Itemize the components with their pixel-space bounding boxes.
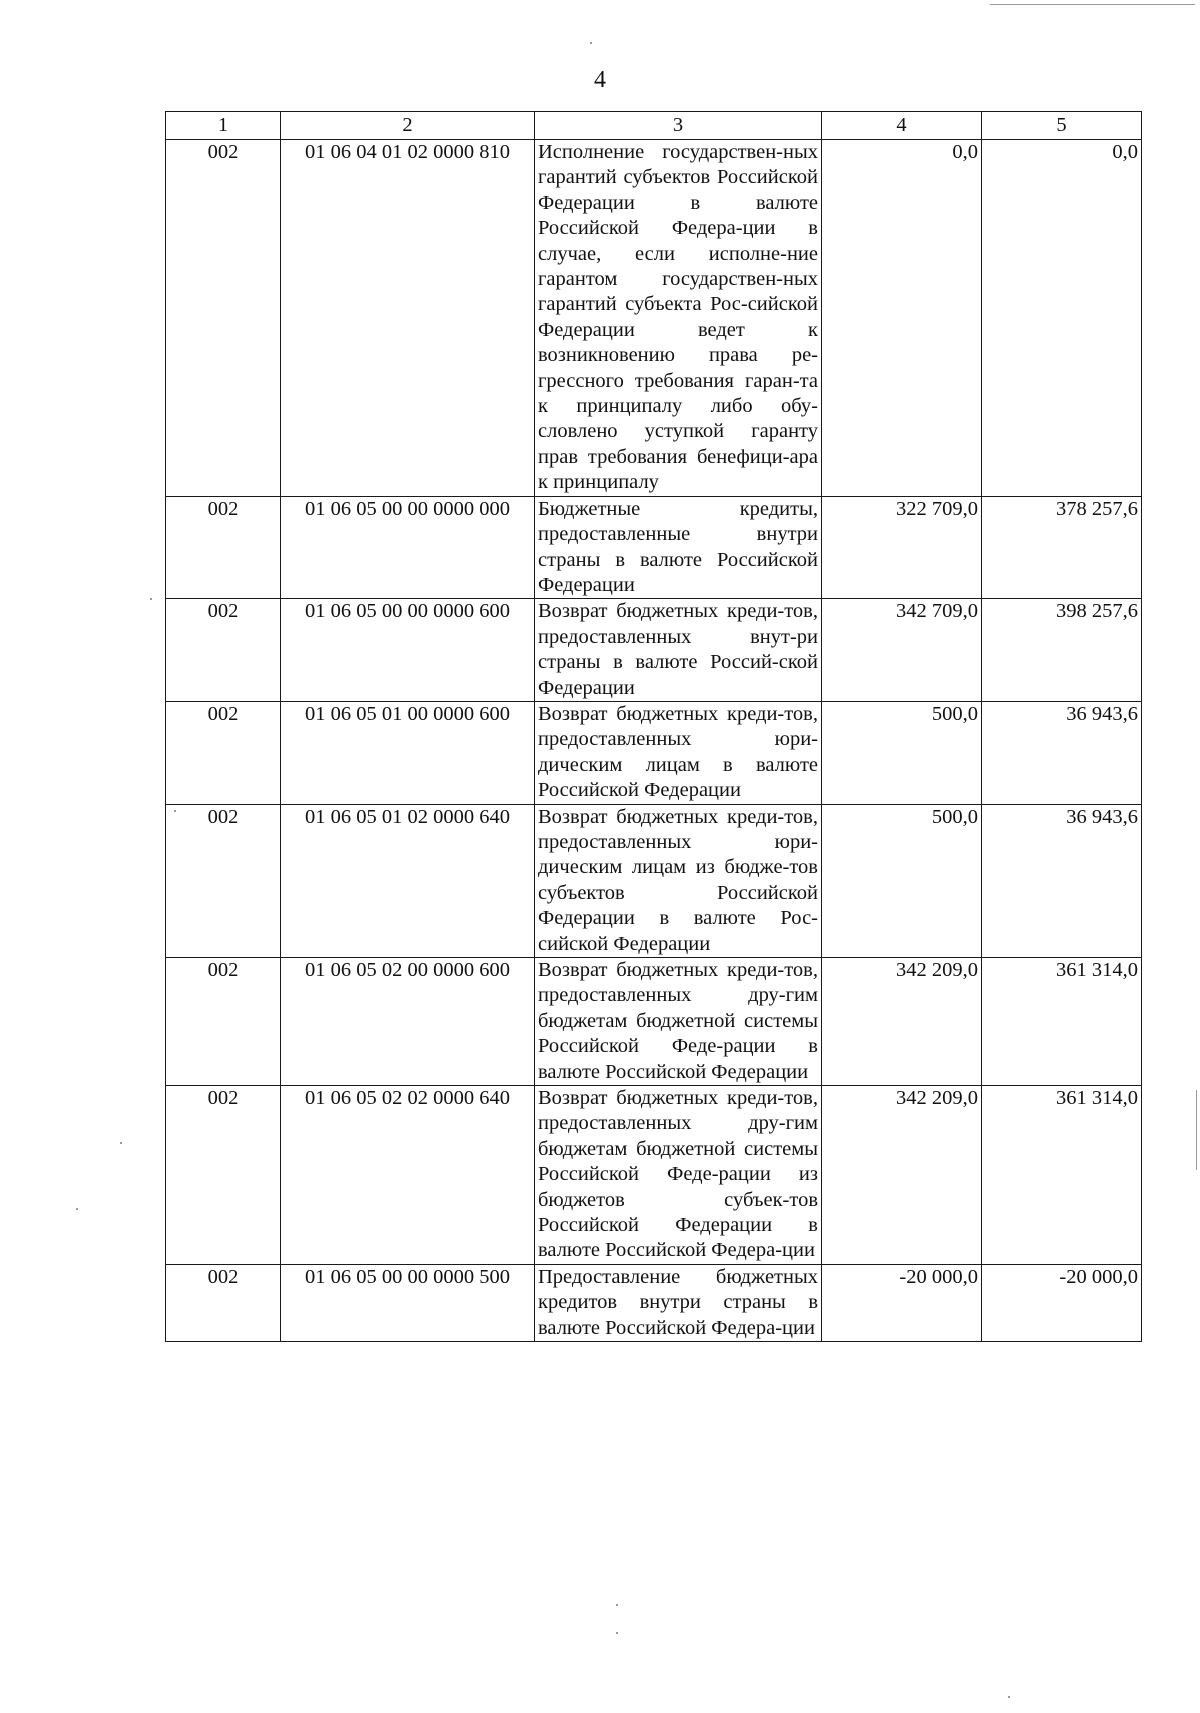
table-row xyxy=(166,1264,1142,1341)
scan-edge-line-right xyxy=(1196,1090,1197,1170)
budget-code-cell: 01 06 05 01 02 0000 640 xyxy=(281,804,535,957)
admin-code-cell: 002 xyxy=(166,1264,281,1341)
budget-code-cell: 01 06 05 01 00 0000 600 xyxy=(281,701,535,804)
amount-col5-cell: 0,0 xyxy=(982,140,1142,497)
description-cell: Возврат бюджетных креди-тов, предоставленных юри-дическим лицам из бюдже-тов субъектов Российской Федерации в валюте Рос-сийской Федерации xyxy=(535,804,822,957)
admin-code-cell: 002 xyxy=(166,701,281,804)
scan-speck xyxy=(616,1604,618,1606)
table-row xyxy=(166,958,1142,1086)
description-cell: Возврат бюджетных креди-тов, предоставленных дру-гим бюджетам бюджетной системы Российской Феде-рации из бюджетов субъек-тов Российской Федерации в валюте Российской Федера-ции xyxy=(535,1086,822,1265)
description-cell: Исполнение государствен-ных гарантий субъектов Российской Федерации в валюте Российской Федера-ции в случае, если исполне-ние гарантом государствен-ных гарантий субъекта Рос-сийской Федерации ведет к возникновению права ре-грессного требования гаран-та к принципалу либо обу-словлено уступкой гаранту прав требования бенефици-ара к принципалу xyxy=(535,140,822,497)
admin-code-cell: 002 xyxy=(166,1086,281,1265)
budget-code-cell: 01 06 04 01 02 0000 810 xyxy=(281,140,535,497)
page-number: 4 xyxy=(594,67,606,93)
amount-col4-cell: 0,0 xyxy=(822,140,982,497)
amount-col5-cell: 398 257,6 xyxy=(982,599,1142,702)
budget-code-cell: 01 06 05 02 00 0000 600 xyxy=(281,958,535,1086)
description-cell: Бюджетные кредиты, предоставленные внутри страны в валюте Российской Федерации xyxy=(535,496,822,599)
scan-speck xyxy=(174,810,176,812)
amount-col4-cell: 342 709,0 xyxy=(822,599,982,702)
admin-code-cell: 002 xyxy=(166,599,281,702)
scan-speck xyxy=(150,598,152,600)
table-header xyxy=(166,112,1142,140)
column-number-row xyxy=(166,112,1142,140)
admin-code-cell: 002 xyxy=(166,958,281,1086)
scan-edge-line-top xyxy=(990,4,1195,5)
admin-code-cell: 002 xyxy=(166,140,281,497)
scan-speck xyxy=(120,1142,122,1144)
scan-speck xyxy=(590,42,592,44)
amount-col5-cell: -20 000,0 xyxy=(982,1264,1142,1341)
column-header-3: 3 xyxy=(535,112,822,140)
description-cell: Возврат бюджетных креди-тов, предоставленных дру-гим бюджетам бюджетной системы Российской Феде-рации в валюте Российской Федерации xyxy=(535,958,822,1086)
amount-col5-cell: 361 314,0 xyxy=(982,958,1142,1086)
amount-col4-cell: 342 209,0 xyxy=(822,958,982,1086)
budget-code-cell: 01 06 05 00 00 0000 600 xyxy=(281,599,535,702)
table-row xyxy=(166,496,1142,599)
column-header-4: 4 xyxy=(822,112,982,140)
table-row xyxy=(166,701,1142,804)
budget-code-cell: 01 06 05 00 00 0000 500 xyxy=(281,1264,535,1341)
scan-speck xyxy=(616,1632,618,1634)
scan-speck xyxy=(1008,1696,1010,1698)
amount-col4-cell: 322 709,0 xyxy=(822,496,982,599)
amount-col4-cell: 500,0 xyxy=(822,804,982,957)
amount-col4-cell: 342 209,0 xyxy=(822,1086,982,1265)
budget-sources-table xyxy=(165,111,1142,1342)
table-row xyxy=(166,599,1142,702)
table-row xyxy=(166,804,1142,957)
admin-code-cell: 002 xyxy=(166,496,281,599)
table-row xyxy=(166,140,1142,497)
amount-col4-cell: 500,0 xyxy=(822,701,982,804)
amount-col4-cell: -20 000,0 xyxy=(822,1264,982,1341)
column-header-2: 2 xyxy=(281,112,535,140)
description-cell: Возврат бюджетных креди-тов, предоставленных внут-ри страны в валюте Россий-ской Федерации xyxy=(535,599,822,702)
description-cell: Возврат бюджетных креди-тов, предоставленных юри-дическим лицам в валюте Российской Федерации xyxy=(535,701,822,804)
amount-col5-cell: 36 943,6 xyxy=(982,701,1142,804)
amount-col5-cell: 378 257,6 xyxy=(982,496,1142,599)
column-header-5: 5 xyxy=(982,112,1142,140)
admin-code-cell: 002 xyxy=(166,804,281,957)
budget-code-cell: 01 06 05 00 00 0000 000 xyxy=(281,496,535,599)
description-cell: Предоставление бюджетных кредитов внутри страны в валюте Российской Федера-ции xyxy=(535,1264,822,1341)
amount-col5-cell: 361 314,0 xyxy=(982,1086,1142,1265)
budget-code-cell: 01 06 05 02 02 0000 640 xyxy=(281,1086,535,1265)
amount-col5-cell: 36 943,6 xyxy=(982,804,1142,957)
column-header-1: 1 xyxy=(166,112,281,140)
table-body xyxy=(166,140,1142,1342)
scan-speck xyxy=(76,1208,78,1210)
table-row xyxy=(166,1086,1142,1265)
